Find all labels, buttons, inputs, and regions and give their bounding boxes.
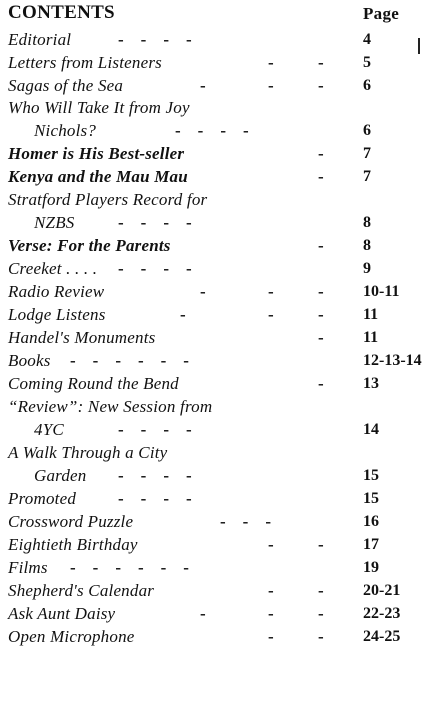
leader-dots: -	[318, 604, 324, 623]
entry-row	[0, 626, 440, 648]
entry-row	[0, 166, 440, 188]
leader-dots: -	[268, 76, 274, 95]
leader-dots: -	[318, 535, 324, 554]
leader-dots: -	[180, 305, 186, 324]
entry-row	[0, 29, 440, 51]
page-number: 14	[363, 421, 379, 438]
leader-dots: -	[268, 305, 274, 324]
entry-title: Films	[8, 558, 48, 577]
entry-title: Ask Aunt Daisy	[8, 604, 116, 623]
entry-title: Creeket . . . .	[8, 259, 98, 278]
entry-title: Who Will Take It from Joy	[8, 98, 190, 117]
entry-row	[0, 580, 440, 602]
page-number: 15	[363, 467, 379, 484]
entry-title: Shepherd's Calendar	[8, 581, 155, 600]
leader-dots: -	[268, 581, 274, 600]
leader-dots: -	[318, 53, 324, 72]
entry-title: Stratford Players Record for	[8, 190, 208, 209]
entry-row	[0, 327, 440, 349]
entry-row	[0, 258, 440, 280]
leader-dots: -	[268, 53, 274, 72]
leader-dots: -	[318, 167, 324, 186]
entry-title: 4YC	[34, 420, 64, 439]
entry-continuation-row	[0, 212, 440, 234]
entry-title: A Walk Through a City	[8, 443, 168, 462]
entry-row	[0, 143, 440, 165]
entry-title: Sagas of the Sea	[8, 76, 124, 95]
entry-row	[0, 350, 440, 372]
page-number: 17	[363, 536, 379, 553]
leader-dots: -	[318, 76, 324, 95]
page-number: 16	[363, 513, 379, 530]
leader-dots: -	[318, 144, 324, 163]
page-number: 7	[363, 145, 371, 162]
page-number: 11	[363, 306, 379, 323]
entry-row	[0, 442, 440, 464]
entry-row	[0, 304, 440, 326]
leader-dots: - - - -	[118, 466, 192, 485]
leader-dots: - - - -	[118, 420, 192, 439]
entry-row	[0, 488, 440, 510]
leader-dots: - - - -	[118, 489, 192, 508]
page-number: 6	[363, 122, 371, 139]
entry-title: Handel's Monuments	[8, 328, 156, 347]
entry-row	[0, 235, 440, 257]
leader-dots: - - - - - -	[70, 558, 189, 577]
contents-heading: CONTENTS	[8, 2, 115, 23]
entry-row	[0, 603, 440, 625]
entry-title: Nichols?	[34, 121, 97, 140]
entry-title: Radio Review	[8, 282, 105, 301]
leader-dots: -	[268, 535, 274, 554]
entry-row	[0, 281, 440, 303]
entry-title: Crossword Puzzle	[8, 512, 134, 531]
leader-dots: -	[318, 305, 324, 324]
page-number: 5	[363, 54, 371, 71]
entry-title: Coming Round the Bend	[8, 374, 179, 393]
leader-dots: -	[268, 604, 274, 623]
entry-row	[0, 511, 440, 533]
leader-dots: -	[318, 627, 324, 646]
page-number: 15	[363, 490, 379, 507]
entry-title: Eightieth Birthday	[8, 535, 138, 554]
entry-title: Verse: For the Parents	[8, 236, 171, 255]
entry-title: Open Microphone	[8, 627, 135, 646]
page-number: 19	[363, 559, 379, 576]
entry-row	[0, 557, 440, 579]
leader-dots: -	[268, 282, 274, 301]
leader-dots: -	[318, 374, 324, 393]
page-number: 13	[363, 375, 379, 392]
entry-title: Books	[8, 351, 51, 370]
entry-title: Homer is His Best-seller	[8, 144, 185, 163]
page-number: 8	[363, 214, 371, 231]
leader-dots: -	[200, 282, 206, 301]
page-number: 7	[363, 168, 371, 185]
entry-title: Garden	[34, 466, 87, 485]
leader-dots: -	[268, 627, 274, 646]
entry-title: Lodge Listens	[8, 305, 106, 324]
entry-row	[0, 534, 440, 556]
leader-dots: - - -	[220, 512, 271, 531]
page-number: 24-25	[363, 628, 401, 645]
page-number: 12-13-14	[363, 352, 422, 369]
entry-title: Letters from Listeners	[8, 53, 162, 72]
entry-title: “Review”: New Session from	[8, 397, 213, 416]
page-number: 9	[363, 260, 371, 277]
entry-title: NZBS	[34, 213, 75, 232]
page-number: 6	[363, 77, 371, 94]
page-number: 4	[363, 31, 371, 48]
leader-dots: - - - -	[175, 121, 249, 140]
leader-dots: - - - - - -	[70, 351, 189, 370]
leader-dots: -	[200, 76, 206, 95]
entry-row	[0, 373, 440, 395]
entry-row	[0, 189, 440, 211]
leader-dots: -	[318, 282, 324, 301]
page-number: 22-23	[363, 605, 401, 622]
leader-dots: -	[318, 328, 324, 347]
entry-row	[0, 396, 440, 418]
leader-dots: -	[318, 236, 324, 255]
leader-dots: -	[318, 581, 324, 600]
entry-row	[0, 97, 440, 119]
page-column-heading: Page	[363, 4, 400, 23]
entry-continuation-row	[0, 465, 440, 487]
page-number: 8	[363, 237, 371, 254]
page-number: 11	[363, 329, 379, 346]
entry-row	[0, 52, 440, 74]
page-number: 10-11	[363, 283, 400, 300]
entry-continuation-row	[0, 120, 440, 142]
entry-continuation-row	[0, 419, 440, 441]
leader-dots: -	[200, 604, 206, 623]
leader-dots: - - - -	[118, 30, 192, 49]
entry-title: Editorial	[8, 30, 72, 49]
leader-dots: - - - -	[118, 259, 192, 278]
page-number: 20-21	[363, 582, 401, 599]
entry-row	[0, 75, 440, 97]
entry-title: Kenya and the Mau Mau	[8, 167, 188, 186]
leader-dots: - - - -	[118, 213, 192, 232]
entry-title: Promoted	[8, 489, 77, 508]
